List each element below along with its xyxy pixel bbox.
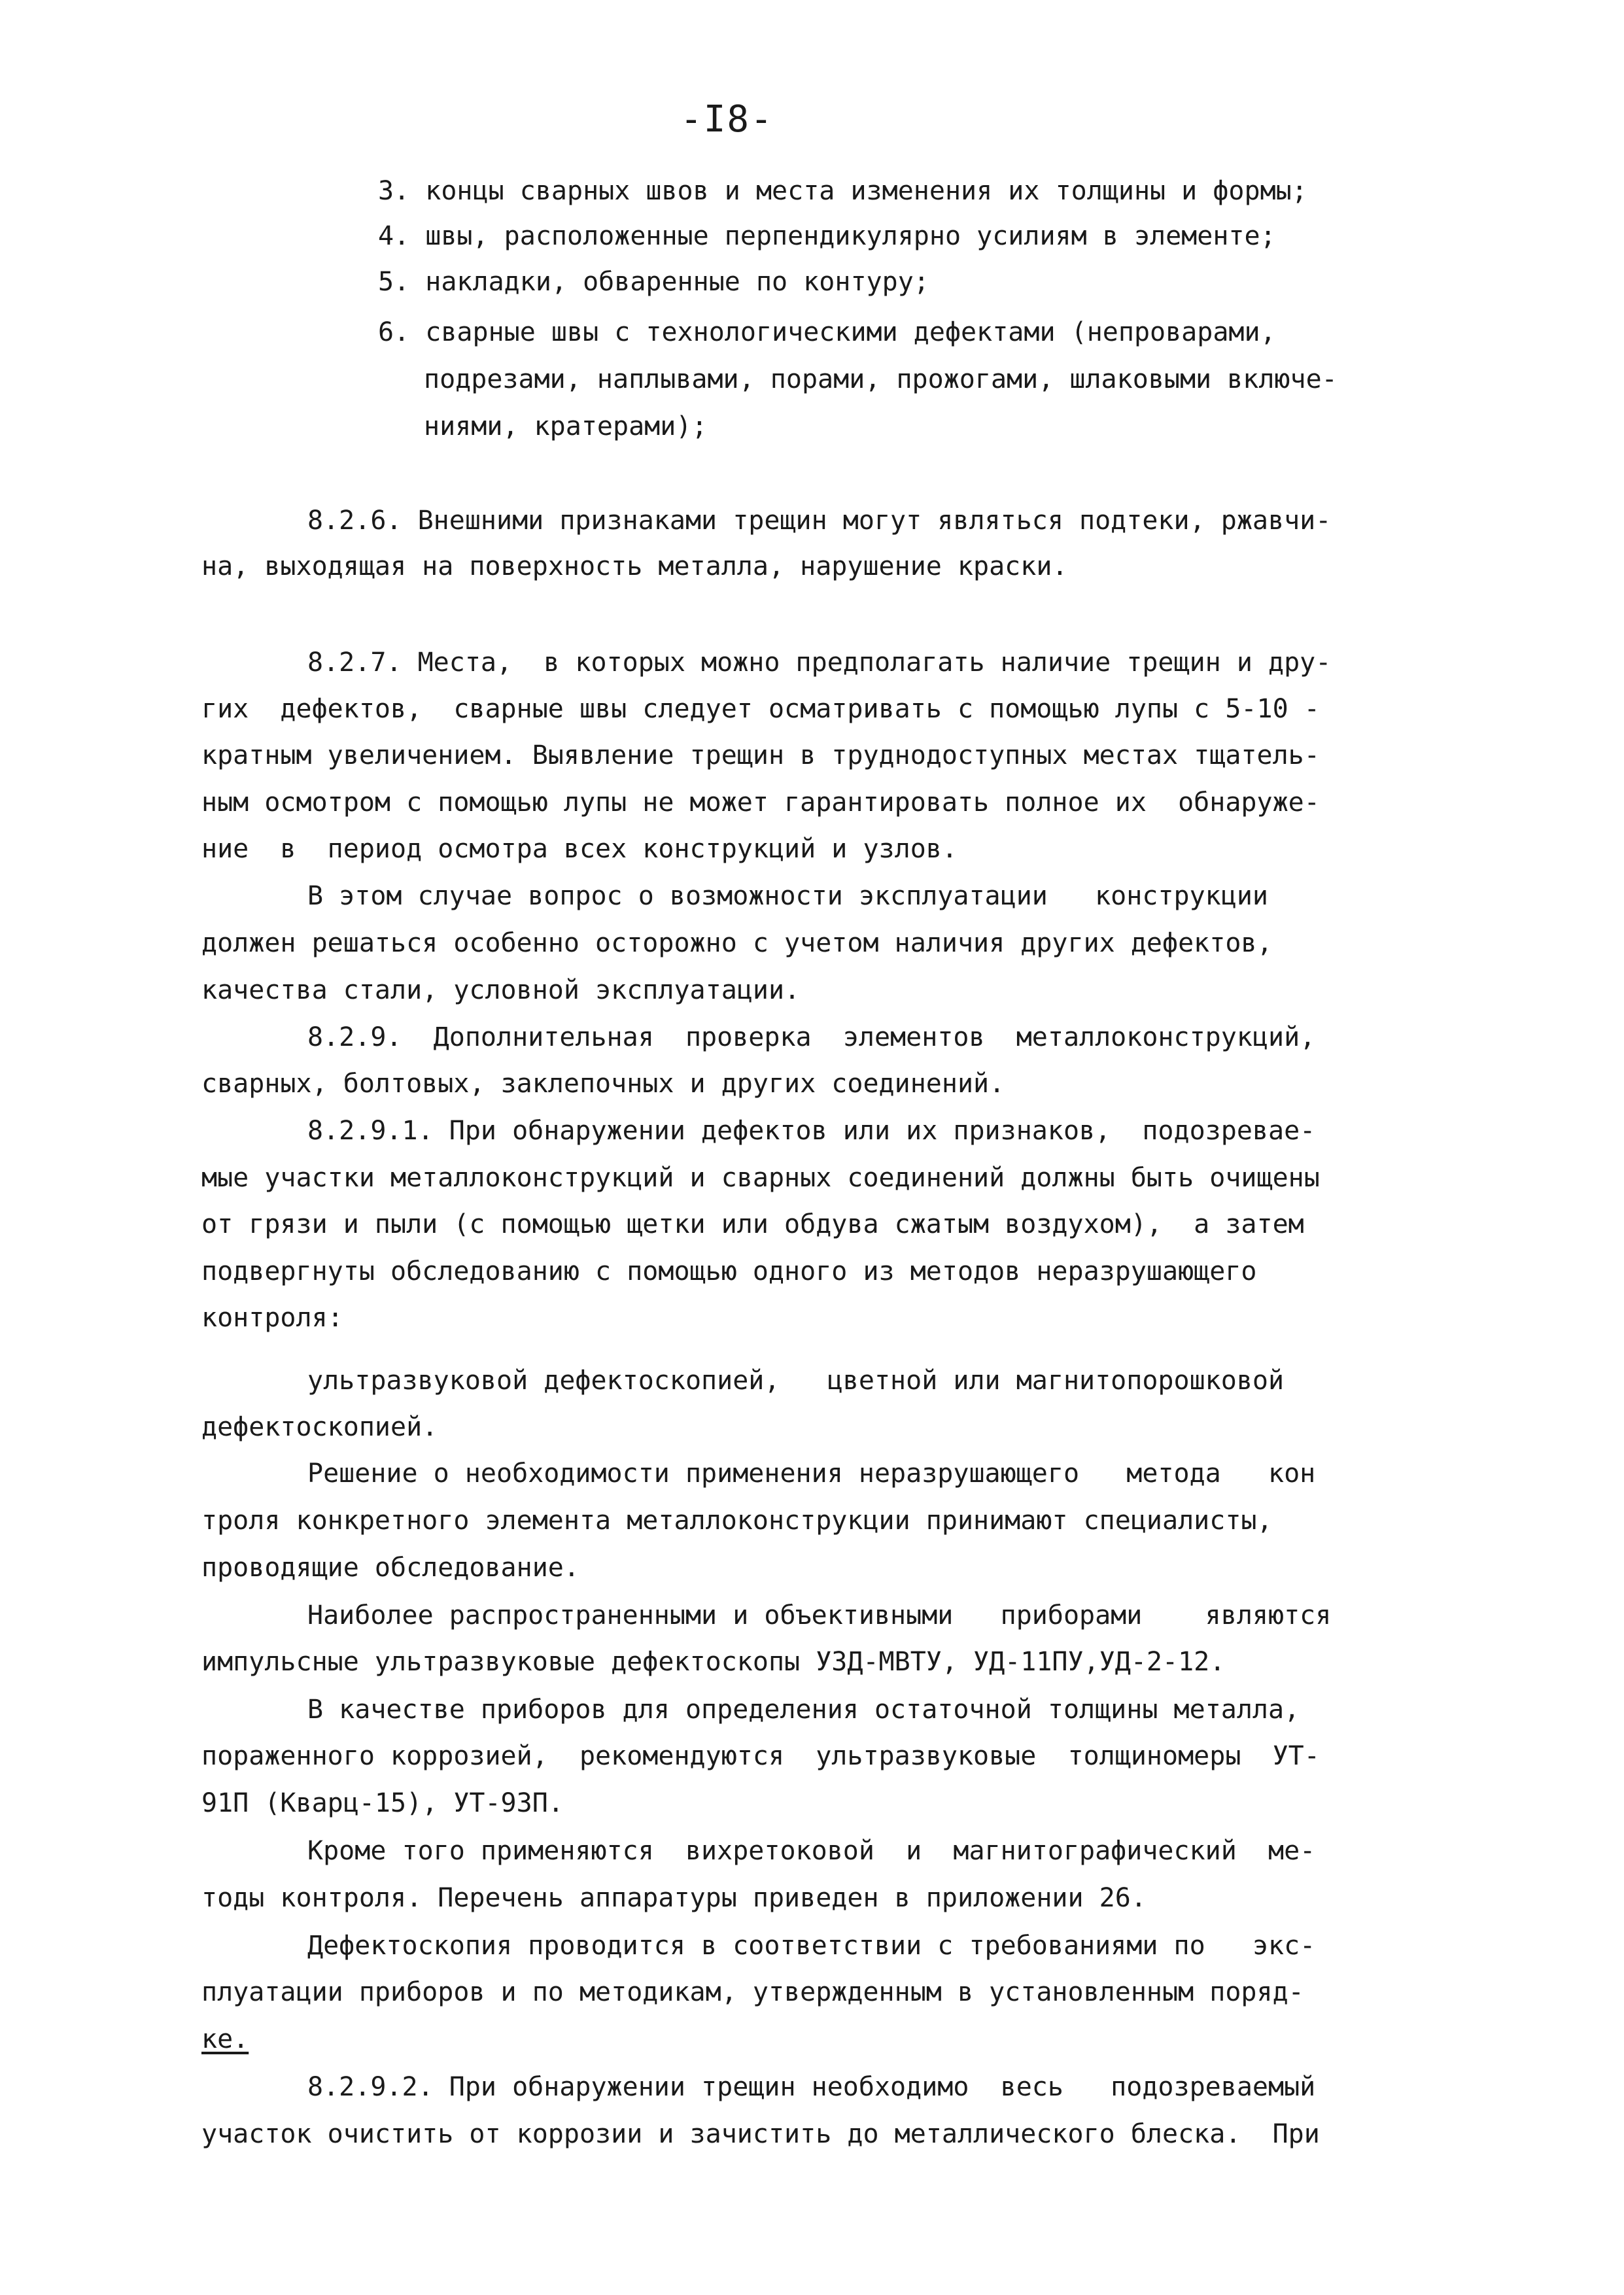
paragraph-line: Решение о необходимости применения неразрушающего метода кон bbox=[307, 1458, 1316, 1489]
paragraph-line: на, выходящая на поверхность металла, нарушение краски. bbox=[201, 551, 1068, 581]
paragraph-line: В качестве приборов для определения остаточной толщины металла, bbox=[307, 1695, 1300, 1725]
paragraph-line: гих дефектов, сварные швы следует осматривать с помощью лупы с 5-10 - bbox=[201, 694, 1320, 724]
paragraph-line: от грязи и пыли (с помощью щетки или обдува сжатым воздухом), а затем bbox=[201, 1209, 1304, 1239]
paragraph-line: дефектоскопией. bbox=[201, 1412, 438, 1442]
paragraph-line: проводящие обследование. bbox=[201, 1553, 579, 1583]
list-item: 5. накладки, обваренные по контуру; bbox=[378, 267, 929, 297]
paragraph-line: 8.2.9.1. При обнаружении дефектов или их признаков, подозревае- bbox=[307, 1116, 1316, 1146]
paragraph-line: импульсные ультразвуковые дефектоскопы УЗД-МВТУ, УД-11ПУ,УД-2-12. bbox=[201, 1647, 1226, 1677]
paragraph-line: Кроме того применяются вихретоковой и магнитографический ме- bbox=[307, 1836, 1316, 1866]
paragraph-line: 91П (Кварц-15), УТ-93П. bbox=[201, 1788, 564, 1818]
paragraph-line: контроля: bbox=[201, 1303, 343, 1333]
paragraph-line: должен решаться особенно осторожно с учетом наличия других дефектов, bbox=[201, 928, 1273, 958]
list-item: 3. концы сварных швов и места изменения их толщины и формы; bbox=[378, 176, 1307, 206]
paragraph-line: пораженного коррозией, рекомендуются ультразвуковые толщиномеры УТ- bbox=[201, 1741, 1320, 1771]
paragraph-line: плуатации приборов и по методикам, утвержденным в установленным поряд- bbox=[201, 1977, 1304, 2007]
paragraph-line: 8.2.6. Внешними признаками трещин могут являться подтеки, ржавчи- bbox=[307, 506, 1332, 536]
paragraph-line: 8.2.7. Места, в которых можно предполагать наличие трещин и дру- bbox=[307, 647, 1332, 678]
paragraph-line: ным осмотром с помощью лупы не может гарантировать полное их обнаруже- bbox=[201, 787, 1320, 818]
paragraph-line: подвергнуты обследованию с помощью одного из методов неразрушающего bbox=[201, 1256, 1257, 1286]
paragraph-line: ультразвуковой дефектоскопией, цветной или магнитопорошковой bbox=[307, 1366, 1285, 1396]
paragraph-line: сварных, болтовых, заклепочных и других соединений. bbox=[201, 1069, 1005, 1099]
paragraph-line: Наиболее распространенными и объективными приборами являются bbox=[307, 1600, 1332, 1631]
paragraph-line: 8.2.9.2. При обнаружении трещин необходимо весь подозреваемый bbox=[307, 2072, 1316, 2102]
list-item: 6. сварные швы с технологическими дефектами (непроварами, bbox=[378, 317, 1276, 347]
list-item-continuation: подрезами, наплывами, порами, прожогами, шлаковыми включе- bbox=[424, 364, 1338, 394]
paragraph-line: троля конкретного элемента металлоконструкции принимают специалисты, bbox=[201, 1506, 1273, 1536]
paragraph-line: Дефектоскопия проводится в соответствии с требованиями по экс- bbox=[307, 1931, 1316, 1961]
paragraph-line: мые участки металлоконструкций и сварных соединений должны быть очищены bbox=[201, 1163, 1320, 1193]
paragraph-line: 8.2.9. Дополнительная проверка элементов металлоконструкций, bbox=[307, 1022, 1316, 1052]
list-item-continuation: ниями, кратерами); bbox=[424, 411, 708, 441]
paragraph-line: кратным увеличением. Выявление трещин в труднодоступных местах тщатель- bbox=[201, 740, 1320, 770]
list-item: 4. швы, расположенные перпендикулярно усилиям в элементе; bbox=[378, 221, 1276, 251]
paragraph-line: В этом случае вопрос о возможности эксплуатации конструкции bbox=[307, 881, 1269, 911]
paragraph-line: тоды контроля. Перечень аппаратуры приведен в приложении 26. bbox=[201, 1883, 1147, 1913]
paragraph-line: ке. bbox=[201, 2024, 249, 2054]
page-number: -I8- bbox=[680, 98, 774, 141]
paragraph-line: участок очистить от коррозии и зачистить до металлического блеска. При bbox=[201, 2119, 1320, 2149]
paragraph-line: ние в период осмотра всех конструкций и узлов. bbox=[201, 834, 958, 864]
paragraph-line: качества стали, условной эксплуатации. bbox=[201, 975, 801, 1005]
